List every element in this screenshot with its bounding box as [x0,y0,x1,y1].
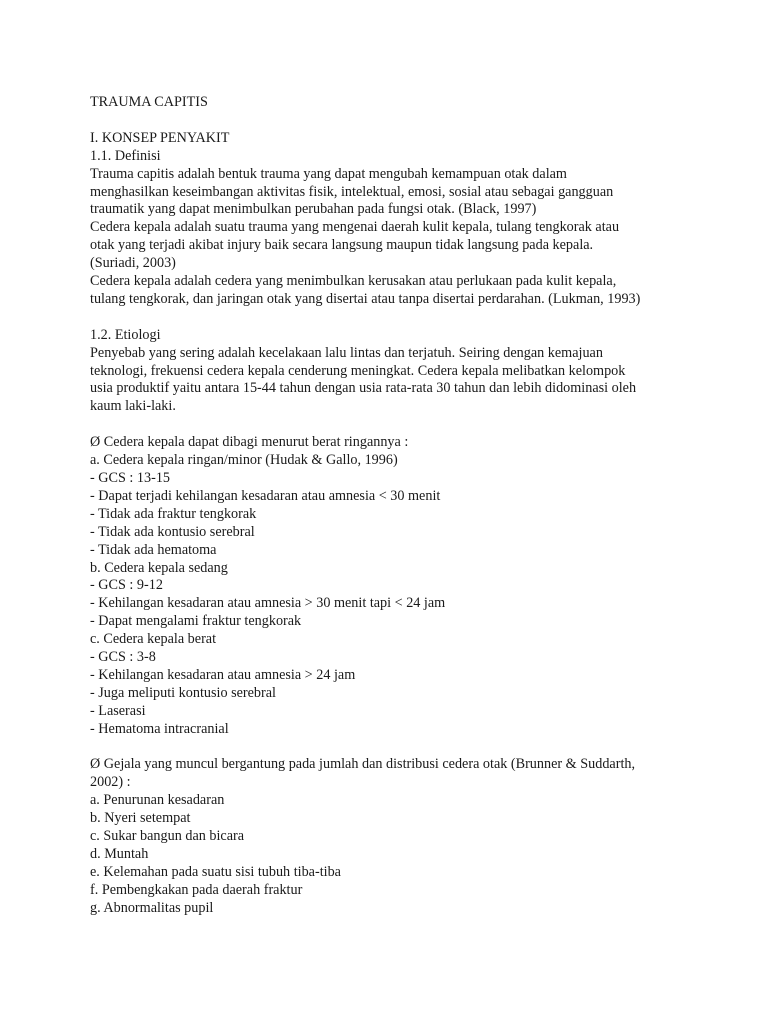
section-definisi [90,148,750,309]
paragraph-line: Cedera kepala adalah suatu trauma yang mengenai daerah kulit kepala, tulang tengkorak atau [90,219,620,236]
list-item: - Juga meliputi kontusio serebral [90,684,276,701]
section-gejala [90,756,750,917]
section-etiologi [90,327,750,417]
spacer [90,309,750,327]
list-item: a. Penurunan kesadaran [90,792,225,809]
paragraph-line: tulang tengkorak, dan jaringan otak yang disertai atau tanpa disertai perdarahan. (Lukman, 1993) [90,290,641,307]
list-item: c. Sukar bangun dan bicara [90,828,245,845]
list-intro: Ø Gejala yang muncul bergantung pada jumlah dan distribusi cedera otak (Brunner & Suddarth, [90,756,636,773]
paragraph-line: teknologi, frekuensi cedera kepala cenderung meningkat. Cedera kepala melibatkan kelompok [90,362,626,379]
section-klasifikasi [90,434,750,738]
document-title: TRAUMA CAPITIS [90,94,208,110]
paragraph-line: kaum laki-laki. [90,398,176,415]
list-item: - Dapat terjadi kehilangan kesadaran atau amnesia < 30 menit [90,487,441,504]
paragraph-line: Trauma capitis adalah bentuk trauma yang dapat mengubah kemampuan otak dalam [90,165,567,182]
list-item: - Kehilangan kesadaran atau amnesia > 30 menit tapi < 24 jam [90,595,446,612]
document-page [90,94,750,918]
list-item: e. Kelemahan pada suatu sisi tubuh tiba-tiba [90,863,341,880]
list-item: c. Cedera kepala berat [90,631,217,648]
list-intro: Ø Cedera kepala dapat dibagi menurut berat ringannya : [90,434,409,451]
paragraph-line: Cedera kepala adalah cedera yang menimbulkan kerusakan atau perlukaan pada kulit kepala, [90,273,617,290]
list-item: - GCS : 9-12 [90,577,163,594]
paragraph-line: Penyebab yang sering adalah kecelakaan lalu lintas dan terjatuh. Seiring dengan kemajuan [90,344,603,361]
list-item: - Laserasi [90,702,146,719]
list-item: - GCS : 3-8 [90,649,156,666]
list-item: - Dapat mengalami fraktur tengkorak [90,613,302,630]
list-item: b. Cedera kepala sedang [90,559,228,576]
list-item: - GCS : 13-15 [90,469,171,486]
list-item: a. Cedera kepala ringan/minor (Hudak & Gallo, 1996) [90,452,398,469]
spacer [90,416,750,434]
subsection-heading-etiologi: 1.2. Etiologi [90,326,161,343]
paragraph-line: otak yang terjadi akibat injury baik secara langsung maupun tidak langsung pada kepala. [90,237,594,254]
paragraph-line: traumatik yang dapat menimbulkan perubahan pada fungsi otak. (Black, 1997) [90,201,537,218]
list-item: f. Pembengkakan pada daerah fraktur [90,881,303,898]
list-item: - Tidak ada kontusio serebral [90,523,255,540]
section-heading-konsep-penyakit: I. KONSEP PENYAKIT [90,129,230,146]
list-item: g. Abnormalitas pupil [90,899,214,916]
subsection-heading-definisi: 1.1. Definisi [90,147,161,164]
paragraph-line: (Suriadi, 2003) [90,255,176,272]
list-item: - Tidak ada fraktur tengkorak [90,505,257,522]
list-item: - Hematoma intracranial [90,720,229,737]
list-item: d. Muntah [90,846,149,862]
list-intro: 2002) : [90,774,131,791]
paragraph-line: usia produktif yaitu antara 15-44 tahun dengan usia rata-rata 30 tahun dan lebih didominasi oleh [90,380,637,397]
list-item: - Kehilangan kesadaran atau amnesia > 24 jam [90,666,356,683]
paragraph-line: menghasilkan keseimbangan aktivitas fisik, intelektual, emosi, sosial atau sebagai gangguan [90,183,614,200]
spacer [90,112,750,130]
list-item: b. Nyeri setempat [90,810,191,827]
list-item: - Tidak ada hematoma [90,541,217,558]
spacer [90,739,750,757]
